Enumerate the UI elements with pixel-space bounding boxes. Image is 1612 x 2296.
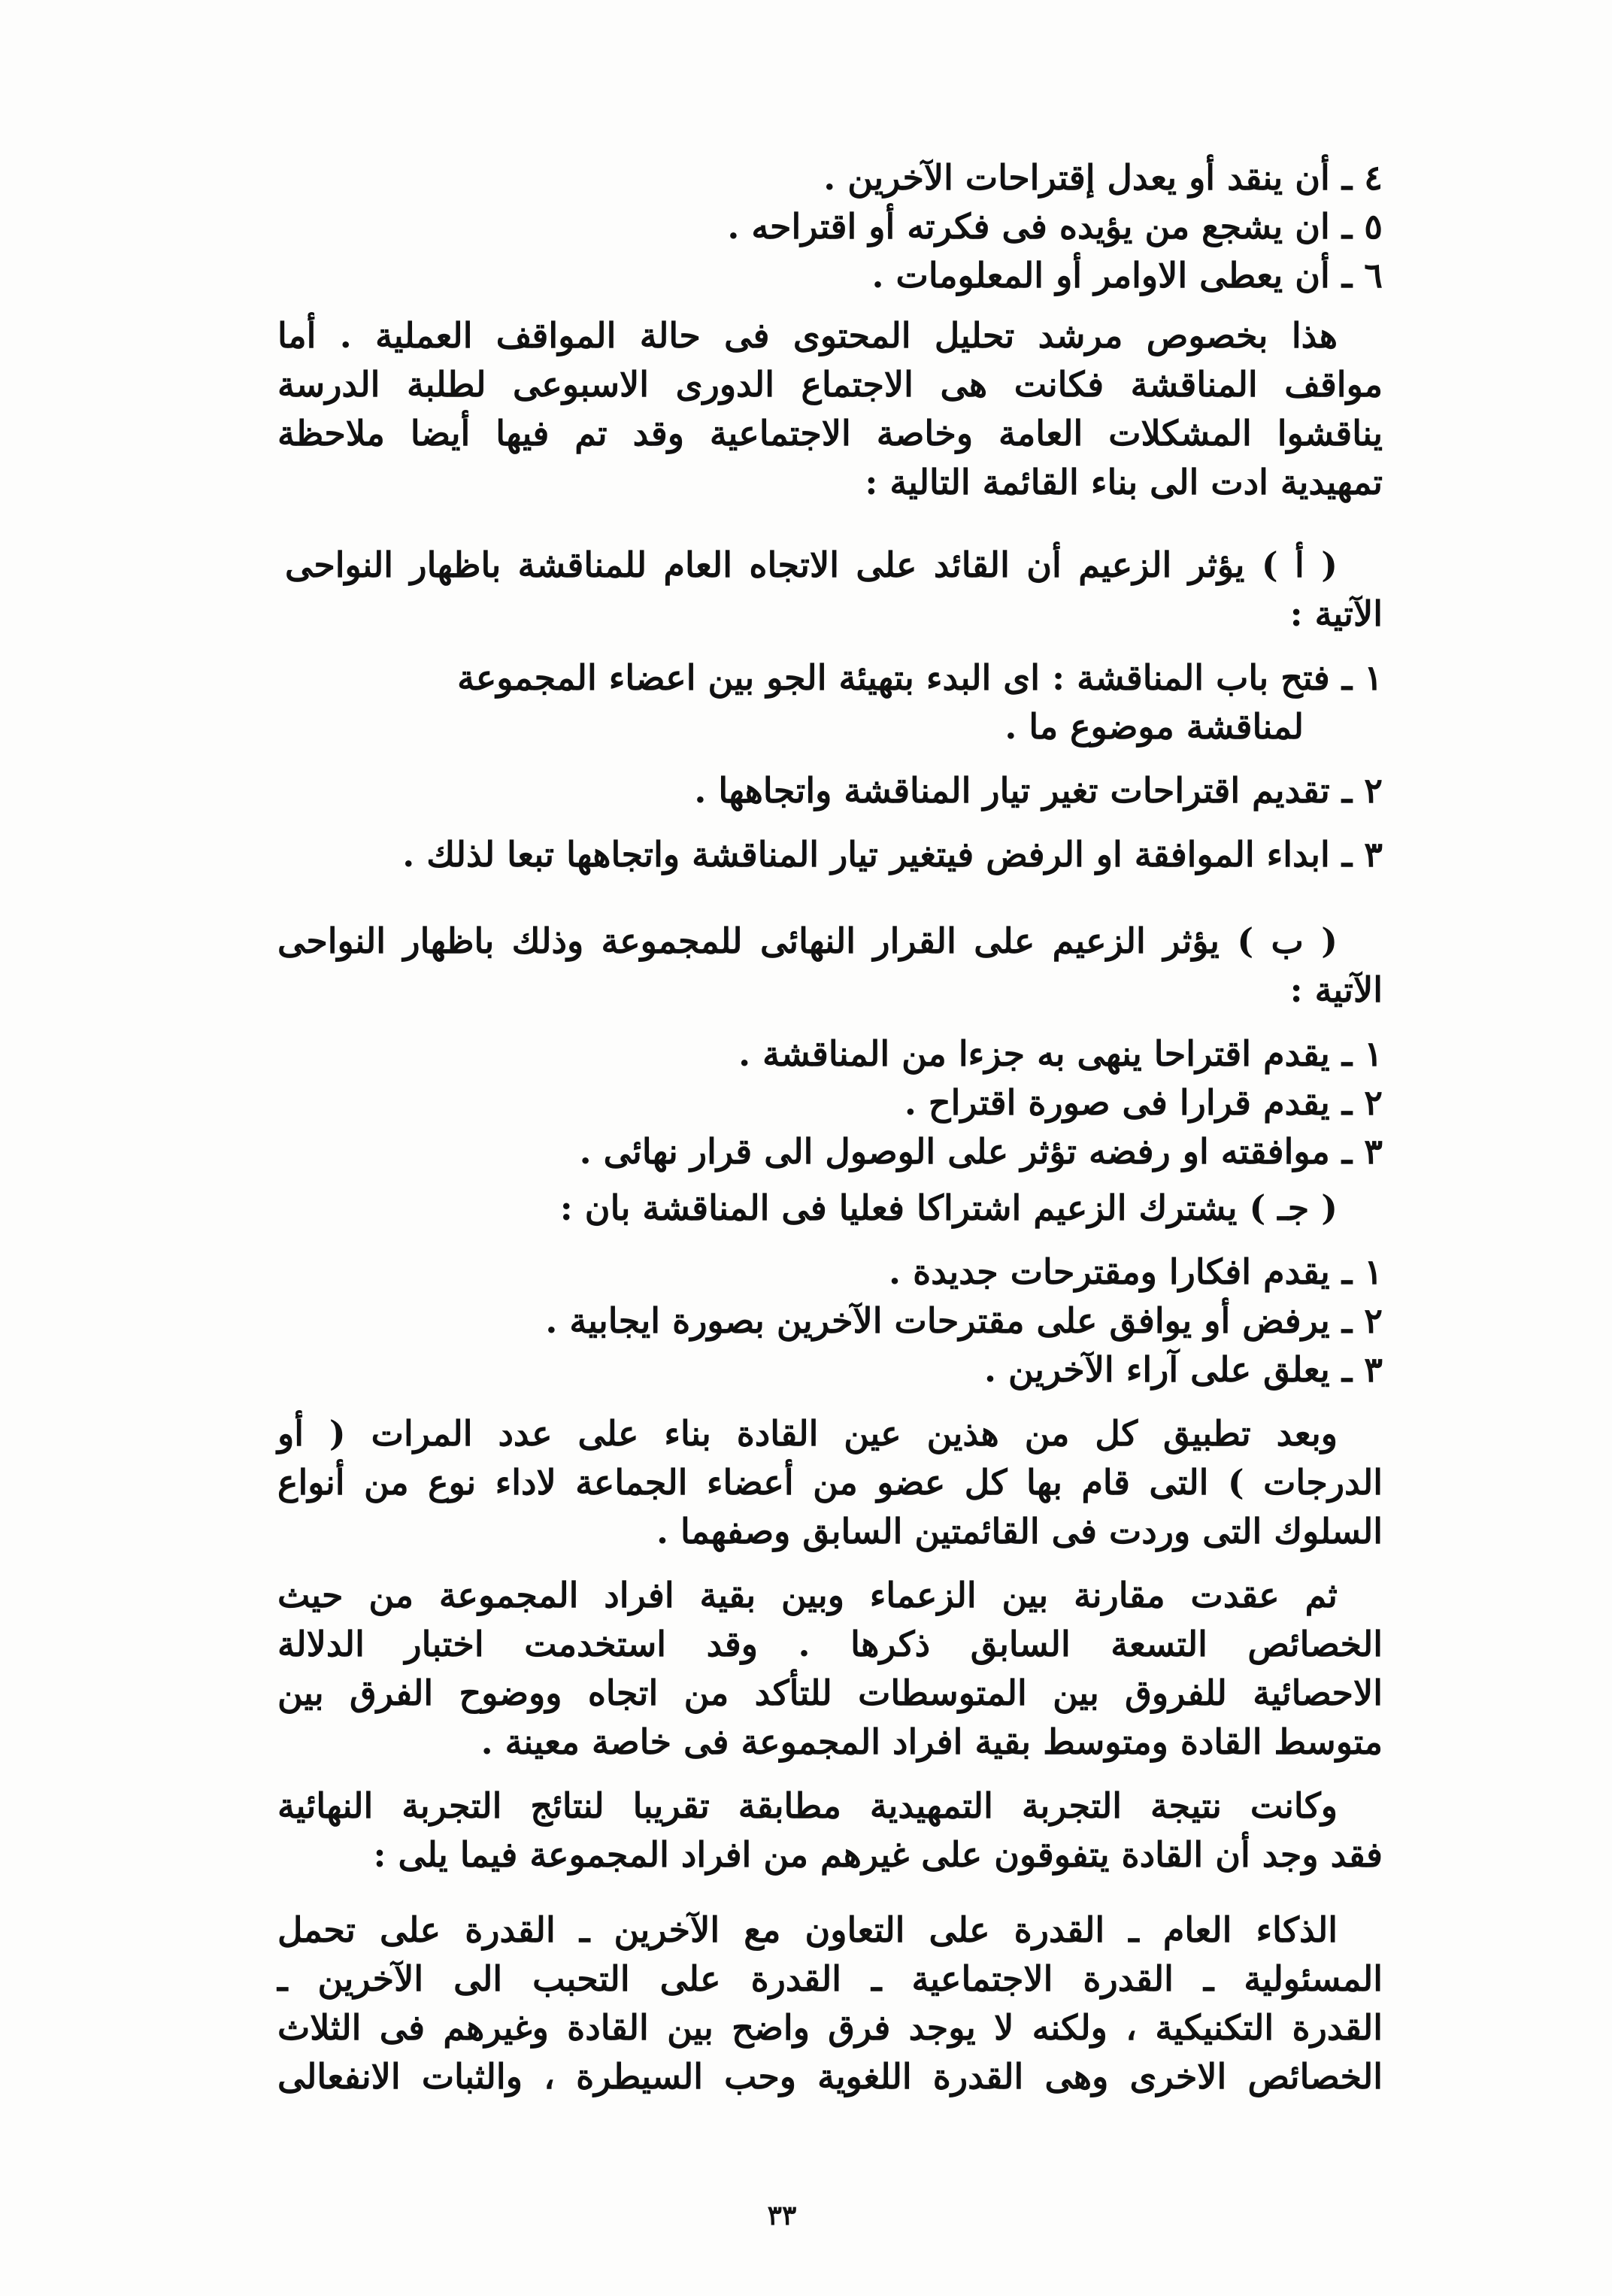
text-line: ثم عقدت مقارنة بين الزعماء وبين بقية افراد المجموعة من حيث [277, 1575, 1338, 1615]
text-line: ١ ـ يقدم اقتراحا ينهى به جزءا من المناقشة . [738, 1033, 1383, 1074]
text-line: ١ ـ يقدم افكارا ومقترحات جديدة . [889, 1251, 1383, 1292]
text-line: ٥ ـ ان يشجع من يؤيده فى فكرته أو اقتراحه . [727, 206, 1383, 247]
text-line: ( أ ) يؤثر الزعيم أن القائد على الاتجاه العام للمناقشة باظهار النواحى [285, 544, 1338, 585]
text-line: ٣ ـ موافقته او رفضه تؤثر على الوصول الى قرار نهائى . [579, 1131, 1383, 1172]
text-line: الذكاء العام ـ القدرة على التعاون مع الآخرين ـ القدرة على تحمل [277, 1909, 1338, 1950]
text-line: ٢ ـ يرفض أو يوافق على مقترحات الآخرين بصورة ايجابية . [545, 1300, 1383, 1341]
text-line: تمهيدية ادت الى بناء القائمة التالية : [865, 462, 1383, 502]
text-line: وكانت نتيجة التجربة التمهيدية مطابقة تقريبا لنتائج التجربة النهائية [277, 1785, 1338, 1826]
text-line: متوسط القادة ومتوسط بقية افراد المجموعة فى خاصة معينة . [480, 1721, 1383, 1762]
text-line: الخصائص التسعة السابق ذكرها . وقد استخدمت اختبار الدلالة [277, 1624, 1383, 1664]
text-line: ٢ ـ تقديم اقتراحات تغير تيار المناقشة واتجاهها . [694, 770, 1383, 811]
text-line: هذا بخصوص مرشد تحليل المحتوى فى حالة المواقف العملية . أما [277, 315, 1338, 356]
text-line: ٦ ـ أن يعطى الاوامر أو المعلومات . [871, 255, 1383, 296]
text-line: لمناقشة موضوع ما . [1004, 706, 1304, 747]
text-line: الدرجات ) التى قام بها كل عضو من أعضاء الجماعة لاداء نوع من أنواع [277, 1462, 1383, 1503]
text-line: ٢ ـ يقدم قرارا فى صورة اقتراح . [904, 1082, 1383, 1123]
text-line: القدرة التكنيكية ، ولكنه لا يوجد فرق واضح بين القادة وغيرهم فى الثلاث [277, 2007, 1383, 2048]
text-line: ٤ ـ أن ينقد أو يعدل إقتراحات الآخرين . [823, 157, 1383, 198]
text-line: وبعد تطبيق كل من هذين عين القادة بناء على عدد المرات ( أو [277, 1413, 1338, 1454]
text-line: ( جـ ) يشترك الزعيم اشتراكا فعليا فى المناقشة بان : [559, 1187, 1338, 1228]
text-line: فقد وجد أن القادة يتفوقون على غيرهم من افراد المجموعة فيما يلى : [373, 1834, 1383, 1875]
text-line: ٣ ـ يعلق على آراء الآخرين . [984, 1349, 1383, 1390]
text-line: الاحصائية للفروق بين المتوسطات للتأكد من اتجاه ووضوح الفرق بين [277, 1673, 1383, 1713]
text-line: الآتية : [1289, 969, 1383, 1010]
text-line: ( ب ) يؤثر الزعيم على القرار النهائى للمجموعة وذلك باظهار النواحى [277, 921, 1338, 961]
text-line: الآتية : [1289, 593, 1383, 634]
text-line: المسئولية ـ القدرة الاجتماعية ـ القدرة على التحبب الى الآخرين ـ [277, 1958, 1383, 1999]
text-line: السلوك التى وردت فى القائمتين السابق وصفهما . [656, 1511, 1383, 1551]
text-line: الخصائص الاخرى وهى القدرة اللغوية وحب السيطرة ، والثبات الانفعالى [277, 2056, 1383, 2097]
page-number: ٣٣ [767, 2200, 797, 2231]
text-line: ١ ـ فتح باب المناقشة : اى البدء بتهيئة الجو بين اعضاء المجموعة [457, 657, 1383, 698]
text-line: ٣ ـ ابداء الموافقة او الرفض فيتغير تيار المناقشة واتجاهها تبعا لذلك . [402, 834, 1383, 875]
text-line: مواقف المناقشة فكانت هى الاجتماع الدورى الاسبوعى لطلبة الدرسة [277, 364, 1383, 405]
text-line: يناقشوا المشكلات العامة وخاصة الاجتماعية وقد تم فيها أيضا ملاحظة [277, 413, 1383, 453]
